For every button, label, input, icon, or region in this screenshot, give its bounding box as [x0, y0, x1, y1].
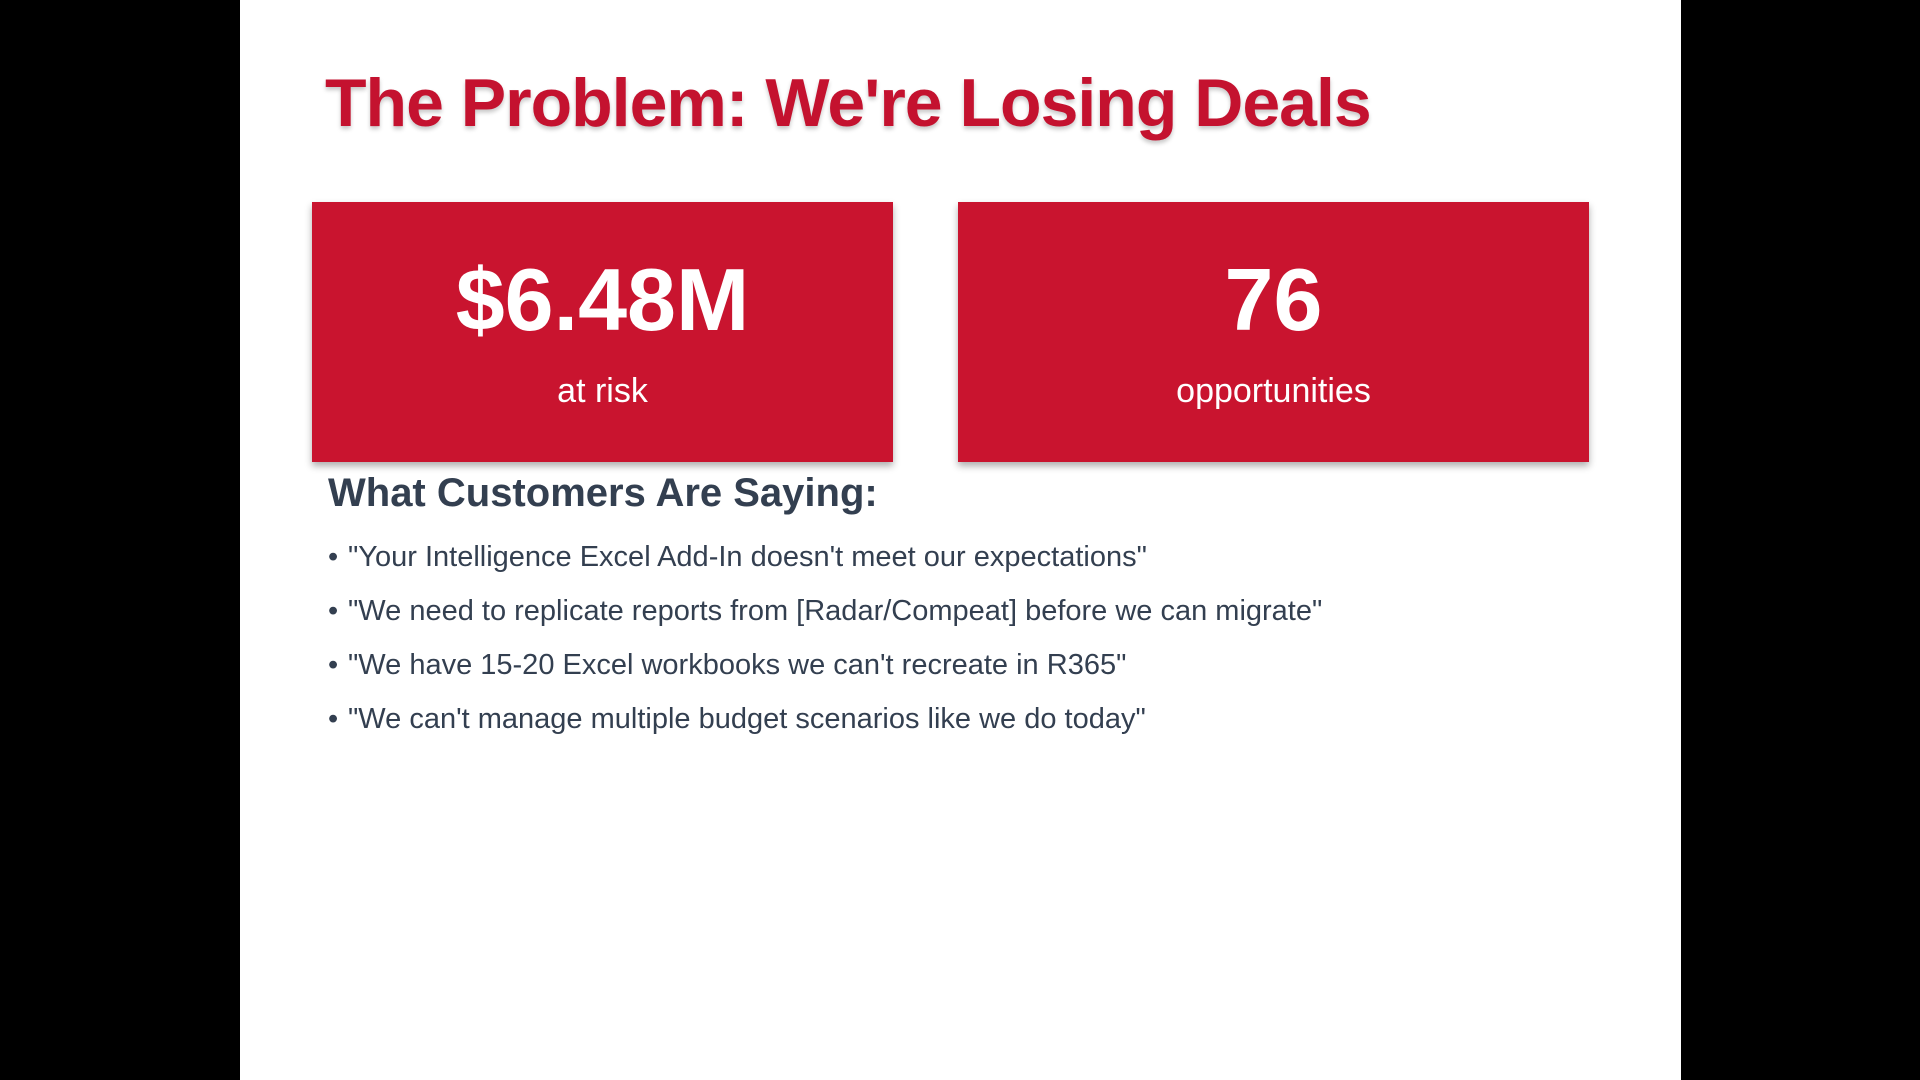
quote-text: "We need to replicate reports from [Radar/Compeat] before we can migrate" [348, 595, 1323, 627]
quote-item [328, 584, 1322, 638]
stat-card-opportunities [958, 202, 1589, 462]
quotes-heading: What Customers Are Saying: [328, 471, 878, 515]
bullet-marker: • [328, 595, 339, 627]
quote-item [328, 530, 1322, 584]
bullet-marker: • [328, 541, 339, 573]
bullet-marker: • [328, 703, 339, 735]
quote-item [328, 692, 1322, 746]
pillarbox-right [1681, 0, 1920, 1080]
quote-text: "Your Intelligence Excel Add-In doesn't meet our expectations" [348, 541, 1147, 573]
quote-text: "We have 15-20 Excel workbooks we can't recreate in R365" [348, 649, 1127, 681]
stat-card-at-risk [312, 202, 893, 462]
bullet-marker: • [328, 649, 339, 681]
quotes-list [328, 530, 1322, 746]
slide-title: The Problem: We're Losing Deals [325, 65, 1371, 141]
stat-label-opportunities: opportunities [1176, 372, 1371, 410]
quote-text: "We can't manage multiple budget scenarios like we do today" [348, 703, 1146, 735]
slide-canvas [240, 0, 1681, 1080]
stat-value-opportunities: 76 [1224, 250, 1323, 350]
quote-item [328, 638, 1322, 692]
stat-label-at-risk: at risk [557, 372, 648, 410]
pillarbox-left [0, 0, 240, 1080]
stat-value-at-risk: $6.48M [455, 250, 750, 350]
